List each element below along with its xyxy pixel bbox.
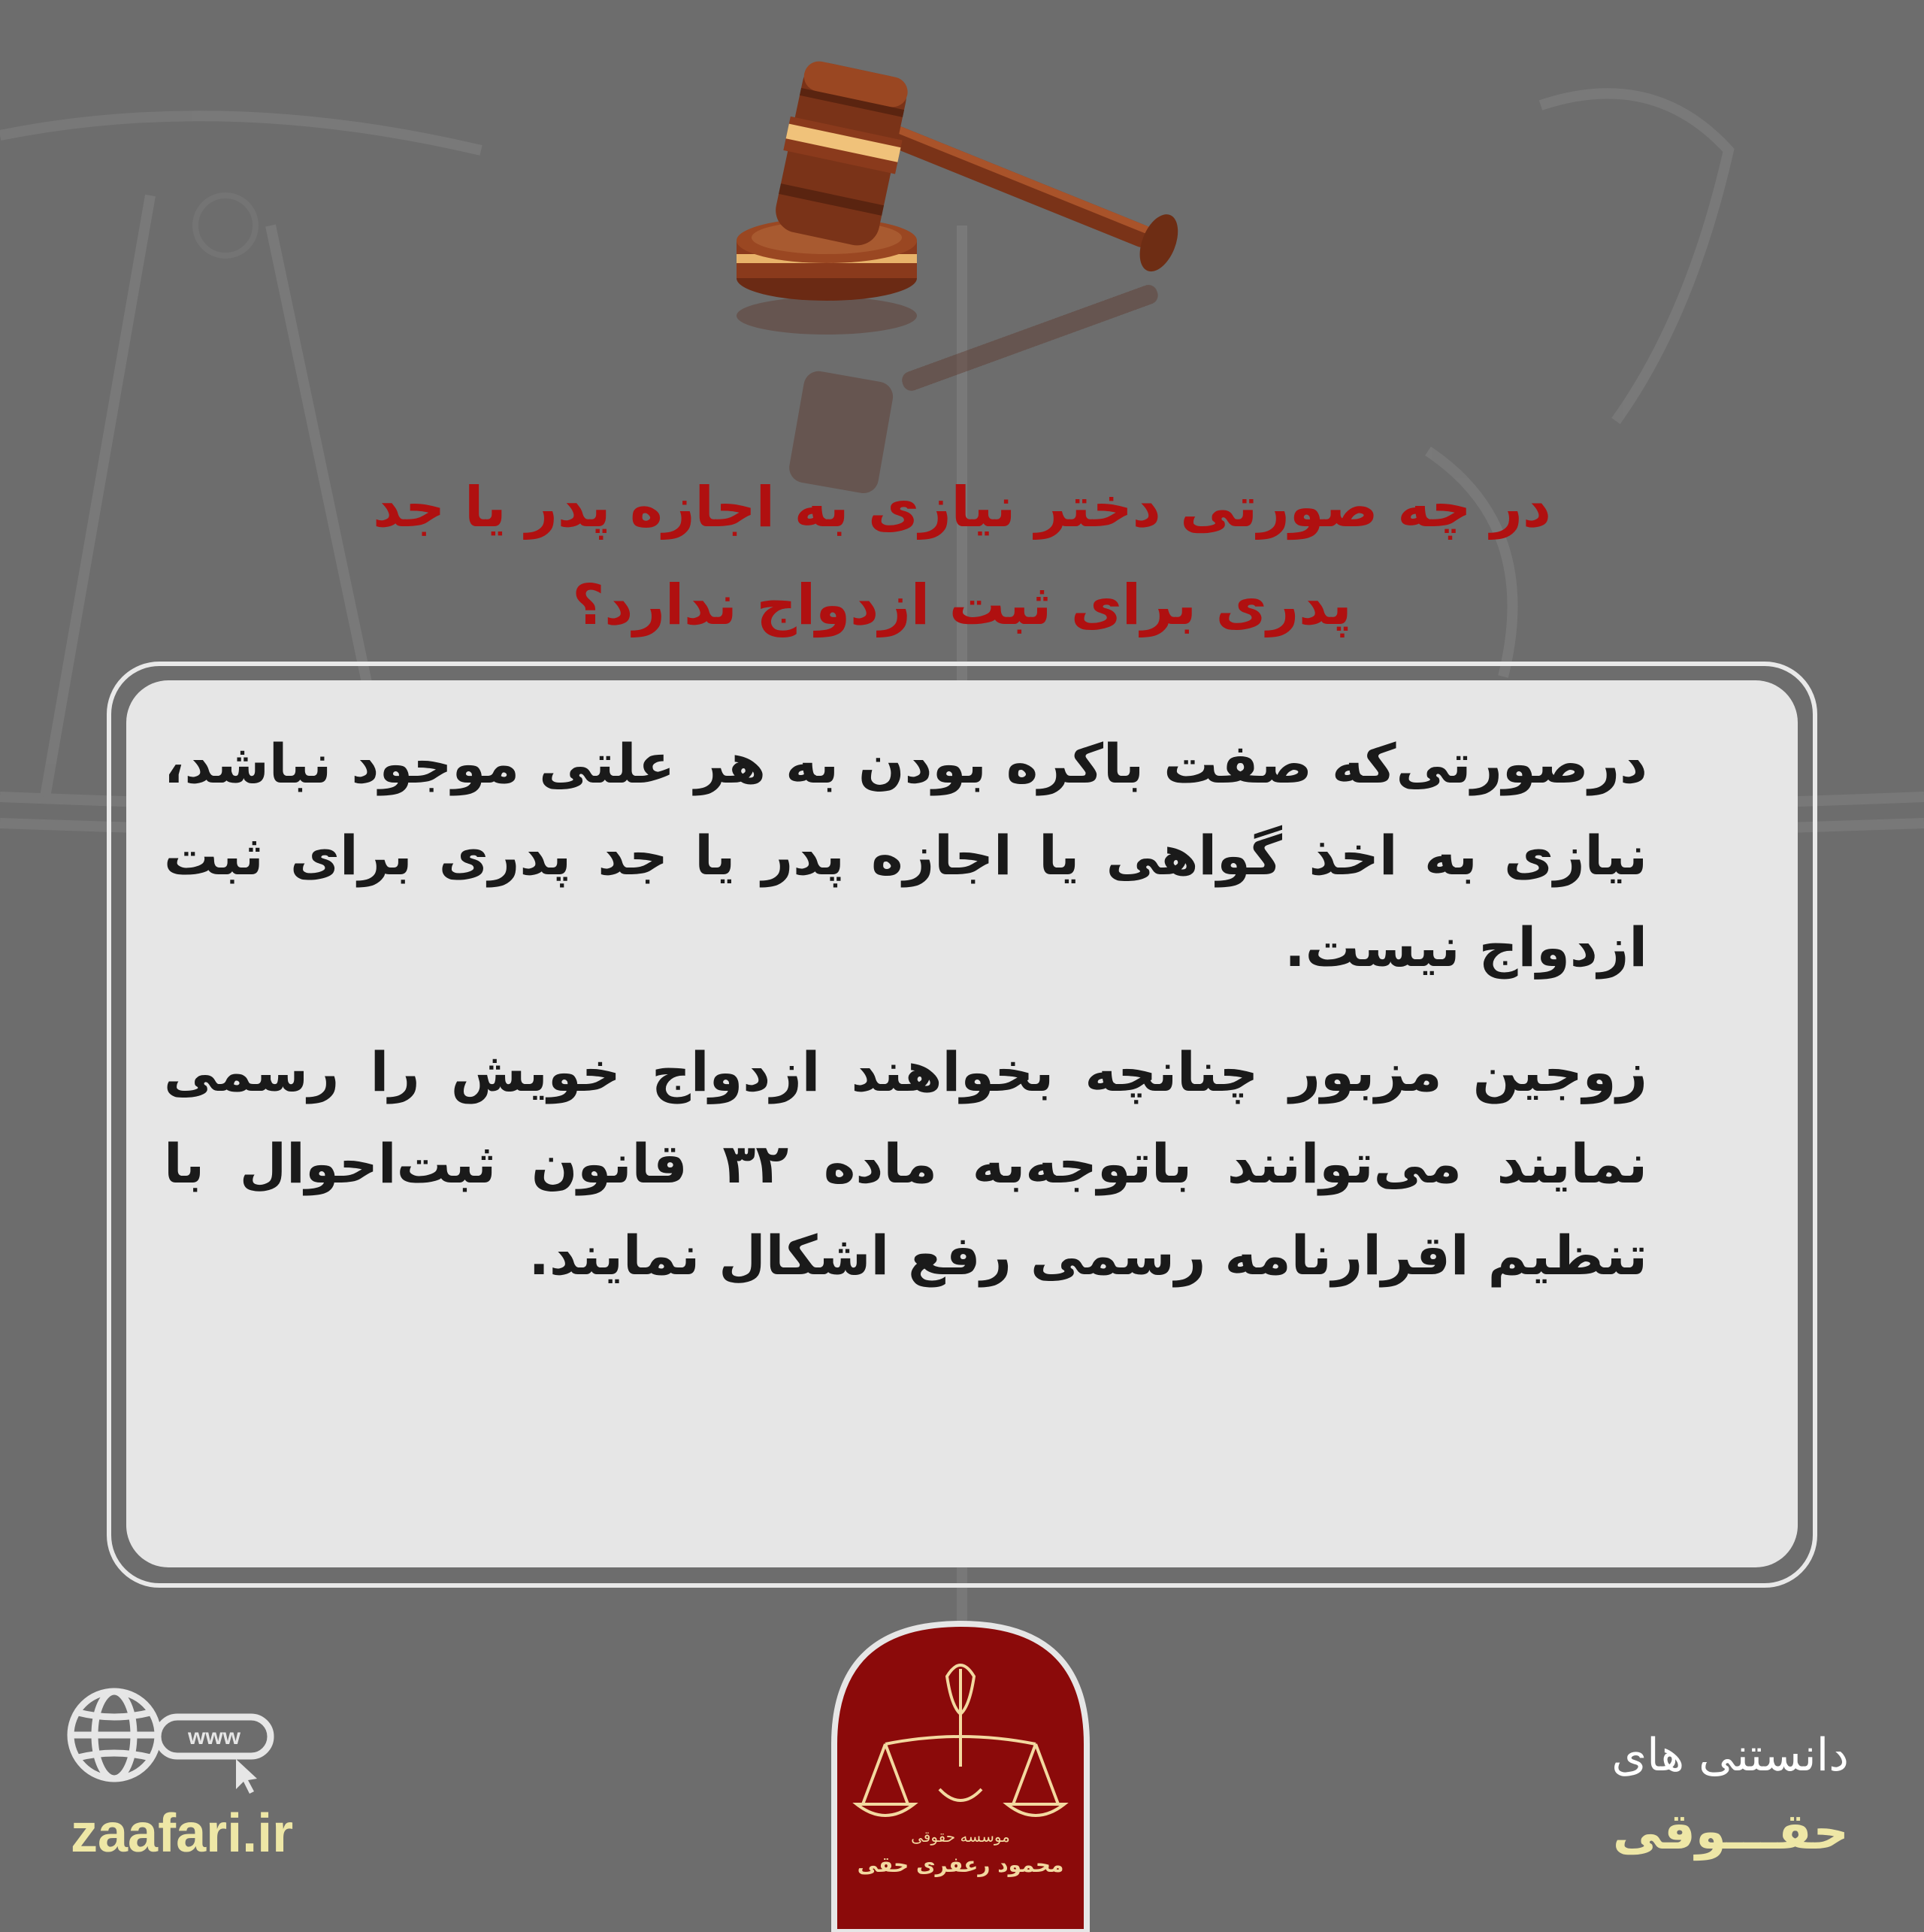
brand-line-1: دانستنی های [1611,1729,1849,1782]
emblem-text-2: محمود رعفری حقی [857,1852,1064,1877]
cursor-icon [236,1759,257,1794]
content-card [126,680,1798,1567]
body-paragraph-2: زوجین مزبور چنانچه بخواهند ازدواج خویش را رسمی نمایند می‌توانند باتوجه‌به ماده ۳۲ قانون ثبت‌احوال با تنظیم اقرارنامه رسمی رفع اشکال نمایند. [164,1040,1648,1287]
website-link[interactable]: zaafari.ir [71,1803,294,1864]
www-label: www [187,1725,241,1749]
title-line-2: پدری برای ثبت ازدواج ندارد؟ [572,573,1352,637]
title-line-1: در چه صورتی دختر نیازی به اجازه پدر یا جد [373,475,1551,540]
gavel-icon [722,53,1233,504]
institute-emblem-logo [827,1616,1094,1932]
body-paragraph-1: درصورتی‌که صفت باکره بودن به هر علتی موجود نباشد، نیازی به اخذ گواهی یا اجازه پدر یا جد پدری برای ثبت ازدواج نیست. [164,732,1647,979]
globe-www-icon [62,1684,280,1797]
emblem-text-1: موسسه حقوقی [911,1828,1010,1846]
brand-line-2: حقـــوقی [1612,1803,1849,1861]
page-title [195,459,1729,654]
